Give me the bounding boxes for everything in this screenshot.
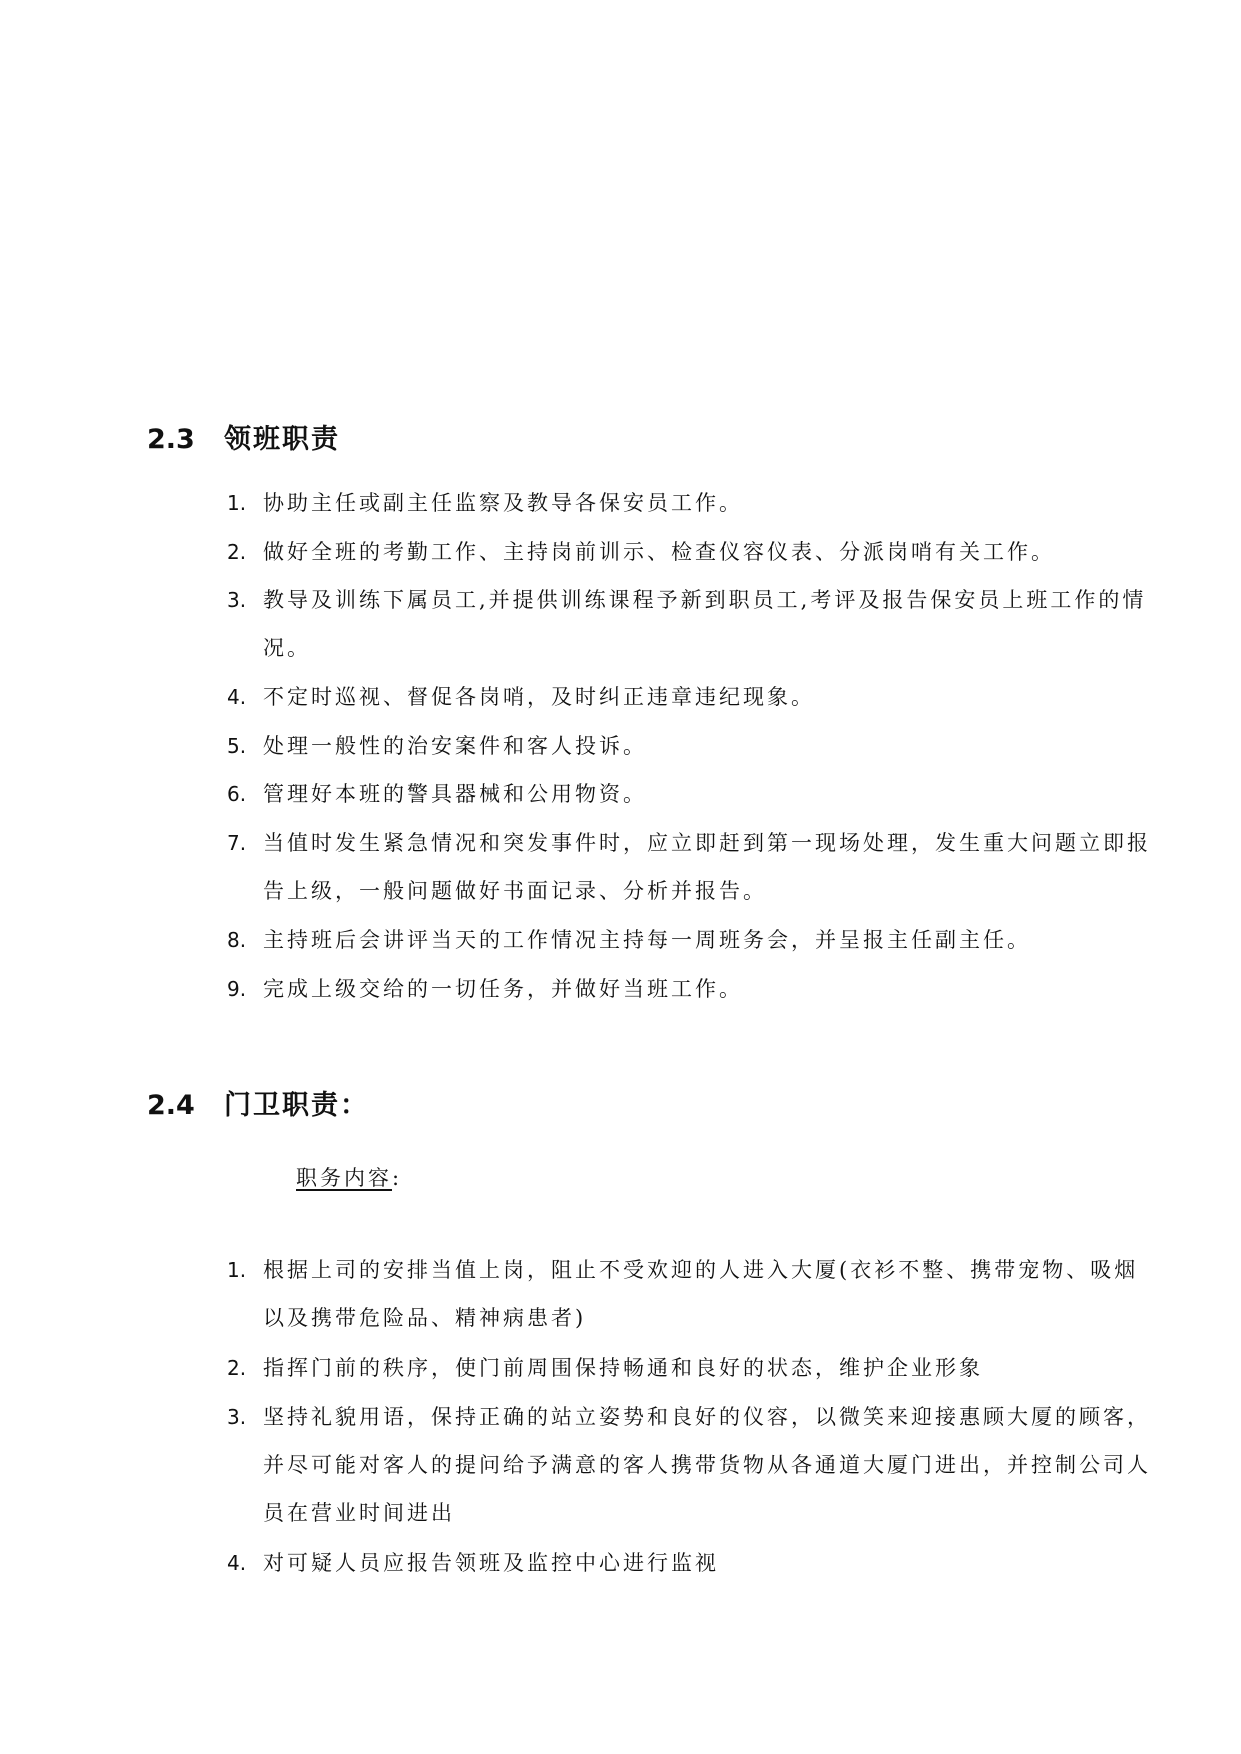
list-item-number: 1. (227, 491, 247, 515)
list-item (227, 1356, 1153, 1392)
list-item-text: 坚持礼貌用语，保持正确的站立姿势和良好的仪容，以微笑来迎接惠顾大厦的顾客，并尽可能对客人的提问给予满意的客人携带货物从各通道大厦门进出，并控制公司人员在营业时间进出 (263, 1405, 1151, 1525)
list-item (227, 491, 1153, 527)
sub-heading-colon: : (392, 1166, 403, 1190)
list-item-number: 5. (227, 734, 247, 758)
section-number: 2.4 (147, 1090, 195, 1121)
list-item-number: 1. (227, 1258, 247, 1282)
list-item (227, 1551, 1153, 1587)
list-item-number: 6. (227, 782, 247, 806)
list-item-text: 当值时发生紧急情况和突发事件时，应立即赶到第一现场处理，发生重大问题立即报告上级，一般问题做好书面记录、分析并报告。 (263, 831, 1151, 903)
list-item-text: 做好全班的考勤工作、主持岗前训示、检查仪容仪表、分派岗哨有关工作。 (263, 540, 1055, 564)
list-item-number: 7. (227, 831, 247, 855)
list-item-number: 9. (227, 977, 247, 1001)
list-item (227, 1405, 1153, 1537)
section-heading-2-4 (147, 1083, 369, 1122)
list-item-number: 2. (227, 540, 247, 564)
sub-heading (296, 1162, 402, 1192)
section-title: 领班职责 (224, 424, 340, 455)
list-item-text: 不定时巡视、督促各岗哨，及时纠正违章违纪现象。 (263, 685, 815, 709)
list-item (227, 734, 1153, 770)
list-item (227, 588, 1153, 672)
list-item-text: 对可疑人员应报告领班及监控中心进行监视 (263, 1551, 719, 1575)
list-item-number: 8. (227, 928, 247, 952)
list-item-number: 3. (227, 1405, 247, 1429)
list-item (227, 685, 1153, 721)
section-number: 2.3 (147, 424, 195, 455)
list-item-text: 指挥门前的秩序，使门前周围保持畅通和良好的状态，维护企业形象 (263, 1356, 983, 1380)
list-item-number: 4. (227, 1551, 247, 1575)
list-item (227, 1258, 1153, 1342)
list-item-text: 根据上司的安排当值上岗，阻止不受欢迎的人进入大厦(衣衫不整、携带宠物、吸烟以及携带危险品、精神病患者) (263, 1258, 1139, 1330)
list-item-text: 完成上级交给的一切任务，并做好当班工作。 (263, 977, 743, 1001)
list-item-text: 主持班后会讲评当天的工作情况主持每一周班务会，并呈报主任副主任。 (263, 928, 1031, 952)
list-item (227, 928, 1153, 964)
list-item-number: 2. (227, 1356, 247, 1380)
list-item-text: 处理一般性的治安案件和客人投诉。 (263, 734, 647, 758)
list-item (227, 977, 1153, 1013)
list-item-text: 教导及训练下属员工,并提供训练课程予新到职员工,考评及报告保安员上班工作的情况。 (263, 588, 1147, 660)
list-item-number: 3. (227, 588, 247, 612)
section-heading-2-3 (147, 417, 340, 456)
list-item (227, 782, 1153, 818)
list-item-text: 管理好本班的警具器械和公用物资。 (263, 782, 647, 806)
list-item-text: 协助主任或副主任监察及教导各保安员工作。 (263, 491, 743, 515)
list-item (227, 831, 1153, 915)
list-item-number: 4. (227, 685, 247, 709)
section-title: 门卫职责： (224, 1090, 369, 1121)
sub-heading-text: 职务内容 (296, 1166, 392, 1190)
list-item (227, 540, 1153, 576)
